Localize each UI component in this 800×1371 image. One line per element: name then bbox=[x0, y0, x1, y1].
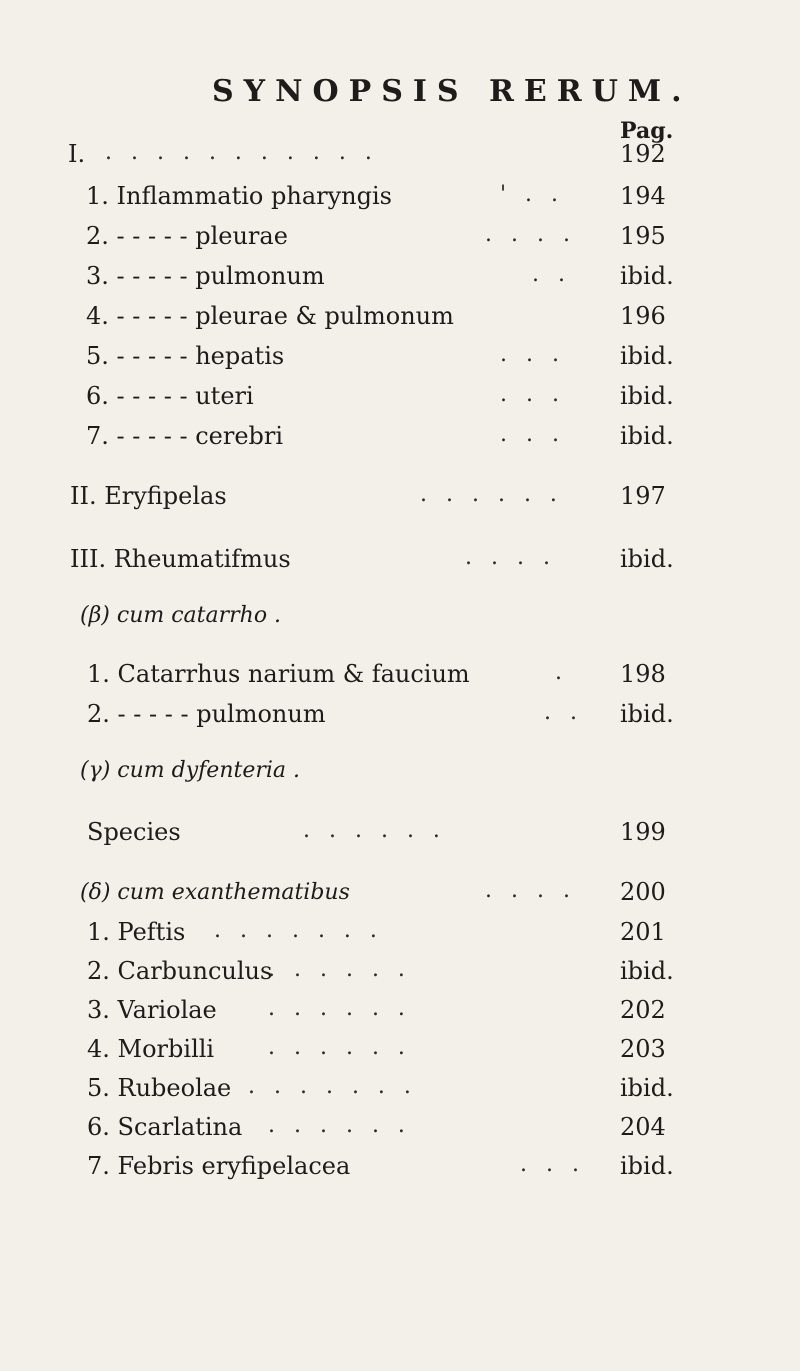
row-label: 2. Carbunculus bbox=[87, 957, 273, 985]
list-row bbox=[0, 182, 800, 214]
row-label: 5. - - - - - hepatis bbox=[86, 342, 285, 370]
row-page: ibid. bbox=[620, 545, 674, 573]
row-page: 204 bbox=[620, 1113, 666, 1141]
row-label: 7. Febris eryfipelacea bbox=[87, 1152, 351, 1180]
section-heading: (β) cum catarrho . bbox=[80, 603, 282, 628]
row-label: 6. Scarlatina bbox=[87, 1113, 243, 1141]
row-label: II. Eryfipelas bbox=[70, 482, 227, 510]
row-label: 2. - - - - - pleurae bbox=[86, 222, 288, 250]
list-row bbox=[0, 222, 800, 254]
row-label: 4. Morbilli bbox=[87, 1035, 215, 1063]
row-dots: . . bbox=[532, 262, 571, 287]
list-row bbox=[0, 818, 800, 850]
list-row bbox=[0, 545, 800, 577]
row-label: 3. - - - - - pulmonum bbox=[86, 262, 325, 290]
row-label: 1. Peftis bbox=[87, 918, 186, 946]
section-heading: (γ) cum dyfenteria . bbox=[80, 758, 301, 783]
list-row bbox=[0, 482, 800, 514]
row-page: 198 bbox=[620, 660, 666, 688]
row-page: 195 bbox=[620, 222, 666, 250]
row-dots: . . . . . . bbox=[268, 957, 411, 982]
row-dots: ' . . bbox=[500, 182, 565, 207]
row-page: ibid. bbox=[620, 700, 674, 728]
row-dots: . . . . . . bbox=[268, 1113, 411, 1138]
row-page: ibid. bbox=[620, 262, 674, 290]
list-row bbox=[0, 957, 800, 989]
page-header: SYNOPSIS RERUM. bbox=[212, 74, 692, 109]
list-row bbox=[0, 1113, 800, 1145]
row-page: ibid. bbox=[620, 422, 674, 450]
row-dots: . . . bbox=[520, 1152, 585, 1177]
list-row bbox=[0, 382, 800, 414]
list-row bbox=[0, 342, 800, 374]
row-label: 1. Catarrhus narium & faucium bbox=[87, 660, 470, 688]
row-page: ibid. bbox=[620, 1152, 674, 1180]
row-page: 201 bbox=[620, 918, 666, 946]
row-dots: . . . . bbox=[485, 878, 576, 903]
row-dots: . . . bbox=[500, 422, 565, 447]
pag-label: Pag. bbox=[620, 118, 674, 144]
row-dots: . . . . . . bbox=[268, 996, 411, 1021]
row-page: 199 bbox=[620, 818, 666, 846]
row-dots: . . . bbox=[500, 382, 565, 407]
row-dots: . . . . . . . . . . . bbox=[105, 140, 378, 165]
list-row bbox=[0, 996, 800, 1028]
row-dots: . . . . bbox=[485, 222, 576, 247]
row-page: 194 bbox=[620, 182, 666, 210]
row-label: 4. - - - - - pleurae & pulmonum bbox=[86, 302, 454, 330]
row-dots: . . . . . . bbox=[420, 482, 563, 507]
row-dots: . . bbox=[544, 700, 583, 725]
row-page: ibid. bbox=[620, 957, 674, 985]
row-dots: . . . . . . . bbox=[214, 918, 383, 943]
row-page: 203 bbox=[620, 1035, 666, 1063]
row-label: 2. - - - - - pulmonum bbox=[87, 700, 326, 728]
row-dots: . bbox=[555, 660, 568, 685]
section-heading: (δ) cum exanthematibus bbox=[80, 880, 350, 905]
list-row bbox=[0, 302, 800, 334]
row-label: III. Rheumatifmus bbox=[70, 545, 291, 573]
list-row bbox=[0, 140, 800, 172]
row-label: 3. Variolae bbox=[87, 996, 217, 1024]
row-label: Species bbox=[87, 818, 181, 846]
list-row bbox=[0, 918, 800, 950]
row-label: 6. - - - - - uteri bbox=[86, 382, 254, 410]
row-page: ibid. bbox=[620, 342, 674, 370]
row-dots: . . . . . . bbox=[303, 818, 446, 843]
row-page: 197 bbox=[620, 482, 666, 510]
list-row bbox=[0, 1152, 800, 1184]
row-page: ibid. bbox=[620, 1074, 674, 1102]
row-page: 202 bbox=[620, 996, 666, 1024]
list-row bbox=[0, 700, 800, 732]
row-page: 192 bbox=[620, 140, 666, 168]
row-page: 196 bbox=[620, 302, 666, 330]
row-label: 1. Inflammatio pharyngis bbox=[86, 182, 392, 210]
row-page: 200 bbox=[620, 878, 666, 906]
row-dots: . . . . . . . bbox=[248, 1074, 417, 1099]
row-dots: . . . bbox=[500, 342, 565, 367]
row-page: ibid. bbox=[620, 382, 674, 410]
row-label: I. bbox=[68, 140, 86, 168]
list-row bbox=[0, 660, 800, 692]
list-row bbox=[0, 262, 800, 294]
row-dots: . . . . . . bbox=[268, 1035, 411, 1060]
list-row bbox=[0, 422, 800, 454]
row-label: 5. Rubeolae bbox=[87, 1074, 232, 1102]
list-row bbox=[0, 878, 800, 910]
list-row bbox=[0, 1074, 800, 1106]
list-row bbox=[0, 1035, 800, 1067]
row-label: 7. - - - - - cerebri bbox=[86, 422, 284, 450]
row-dots: . . . . bbox=[465, 545, 556, 570]
